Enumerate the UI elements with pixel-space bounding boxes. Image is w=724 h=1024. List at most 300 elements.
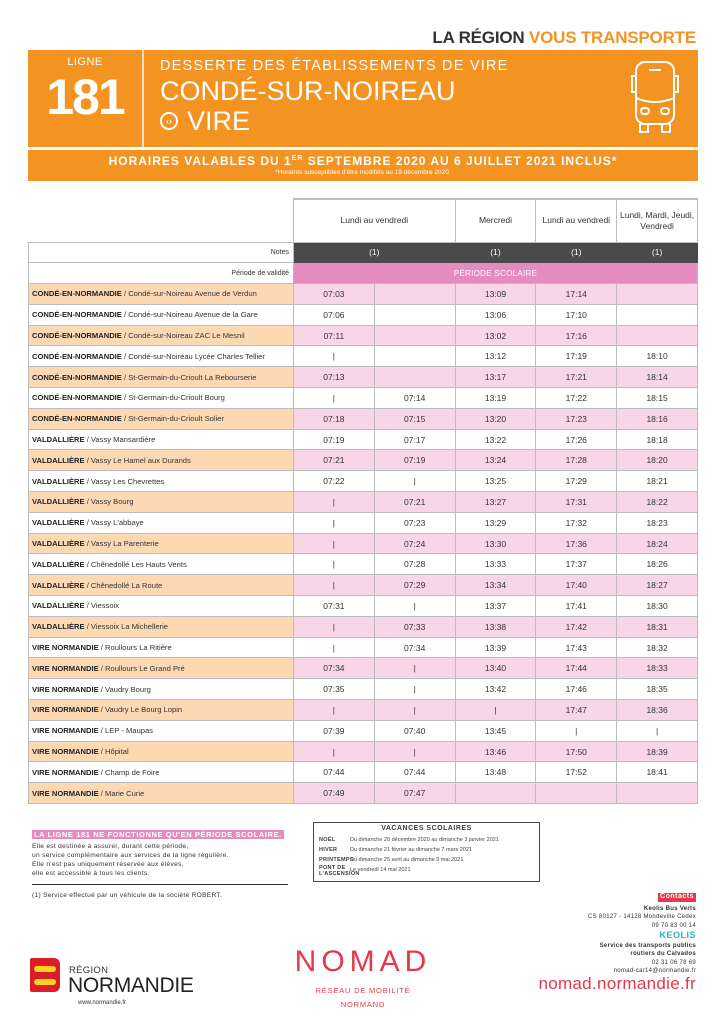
stop-name (29, 554, 294, 575)
time-cell: 17:21 (536, 367, 617, 388)
column-header: Lundi au vendredi (536, 199, 617, 242)
table-row (29, 471, 698, 492)
region-label: RÉGION (69, 965, 109, 976)
time-cell: 13:06 (455, 304, 536, 325)
time-cell: 18:10 (617, 346, 698, 367)
time-cell: 07:34 (294, 658, 375, 679)
time-cell: 18:33 (617, 658, 698, 679)
time-cell: 13:39 (455, 637, 536, 658)
region-normandie-logo (30, 955, 200, 1010)
table-row (29, 575, 698, 596)
time-cell: 18:35 (617, 679, 698, 700)
stop-commune: CONDÉ-EN-NORMANDIE (32, 289, 122, 299)
stop-label: / Hôpital (98, 747, 129, 757)
time-cell: 18:16 (617, 408, 698, 429)
time-cell: 17:46 (536, 679, 617, 700)
contact-email[interactable]: nomad-car14@normandie.fr (613, 968, 696, 974)
table-row (29, 616, 698, 637)
time-cell: 13:45 (455, 720, 536, 741)
holiday-name: PRINTEMPS (319, 857, 354, 863)
stop-name (29, 450, 294, 471)
stop-label: / St-Germain-du-Crioult La Rebourserie (121, 372, 257, 382)
route-origin: CONDÉ-SUR-NOIREAU (160, 76, 456, 106)
time-cell: 07:21 (294, 450, 375, 471)
time-cell: 07:14 (374, 388, 455, 409)
time-cell: 13:17 (455, 367, 536, 388)
region-url[interactable]: www.normandie.fr (78, 1000, 127, 1006)
time-cell: | (294, 346, 375, 367)
time-cell: 07:33 (374, 616, 455, 637)
holiday-name: PONT DE L'ASCENSION (319, 865, 360, 877)
stop-name (29, 741, 294, 762)
time-cell: 17:26 (536, 429, 617, 450)
table-row (29, 325, 698, 346)
time-cell: 17:43 (536, 637, 617, 658)
table-row (29, 492, 698, 513)
stop-name (29, 388, 294, 409)
time-cell: 07:29 (374, 575, 455, 596)
time-cell: 07:21 (374, 492, 455, 513)
period-row (29, 263, 698, 284)
time-cell (374, 325, 455, 346)
time-cell (617, 325, 698, 346)
time-cell: 17:42 (536, 616, 617, 637)
notice-line: Elle est destinée à assurer, durant cette période, (32, 843, 189, 850)
stop-label: / Vassy La Parenterie (84, 539, 159, 549)
stop-commune: VIRE NORMANDIE (32, 663, 99, 673)
time-cell: | (294, 533, 375, 554)
note-cell: (1) (536, 242, 617, 263)
stop-commune: VALDALLIÈRE (32, 580, 85, 590)
time-cell: | (374, 596, 455, 617)
time-cell: 13:42 (455, 679, 536, 700)
time-cell: | (294, 512, 375, 533)
stop-name (29, 325, 294, 346)
time-cell: 17:50 (536, 741, 617, 762)
time-cell: 07:44 (294, 762, 375, 783)
table-row (29, 429, 698, 450)
note-cell: (1) (617, 242, 698, 263)
time-cell: 18:36 (617, 700, 698, 721)
time-cell: 13:02 (455, 325, 536, 346)
time-cell: | (374, 741, 455, 762)
bidirectional-arrow-icon: ‹› (160, 112, 178, 130)
service-line1: Service des transports publics (599, 942, 696, 949)
holiday-row (319, 835, 534, 845)
time-cell: 13:20 (455, 408, 536, 429)
time-cell: 17:40 (536, 575, 617, 596)
stop-label: / LEP - Maupas (98, 726, 153, 736)
time-cell: 07:44 (374, 762, 455, 783)
keolis-logo: KEOLIS (659, 930, 696, 940)
stop-name (29, 700, 294, 721)
holiday-dates: Du dimanche 20 décembre 2020 au dimanche 3 janvier 2021 (350, 837, 499, 843)
time-cell: | (294, 700, 375, 721)
stop-name (29, 596, 294, 617)
stop-name (29, 658, 294, 679)
time-cell: 18:22 (617, 492, 698, 513)
normandy-lions-flag-icon (30, 958, 60, 992)
stop-name (29, 512, 294, 533)
holidays-title: VACANCES SCOLAIRES (381, 825, 472, 832)
validity-banner (28, 150, 698, 181)
stop-commune: VALDALLIÈRE (32, 476, 85, 486)
time-cell (455, 783, 536, 804)
stop-label: / Vaudry Bourg (98, 684, 151, 694)
time-cell: 13:37 (455, 596, 536, 617)
notes-row (29, 242, 698, 263)
time-cell: 18:15 (617, 388, 698, 409)
time-cell: 18:20 (617, 450, 698, 471)
time-cell (617, 284, 698, 305)
time-cell: 07:13 (294, 367, 375, 388)
time-cell: 17:41 (536, 596, 617, 617)
time-cell: 18:24 (617, 533, 698, 554)
time-cell: 18:23 (617, 512, 698, 533)
stop-commune: CONDÉ-EN-NORMANDIE (32, 372, 122, 382)
contacts-label: Contacts (660, 893, 694, 900)
stop-label: / Vassy Mansardière (84, 435, 156, 445)
stop-commune: VIRE NORMANDIE (32, 726, 99, 736)
table-row (29, 637, 698, 658)
route-titles (160, 58, 508, 136)
tagline (432, 28, 696, 48)
time-cell: 17:19 (536, 346, 617, 367)
stop-name (29, 637, 294, 658)
time-cell: | (294, 388, 375, 409)
school-period-notice (32, 824, 288, 900)
stop-name (29, 533, 294, 554)
time-cell: 17:44 (536, 658, 617, 679)
stop-name (29, 367, 294, 388)
time-cell: 07:15 (374, 408, 455, 429)
time-cell: 07:18 (294, 408, 375, 429)
time-cell: 13:33 (455, 554, 536, 575)
table-row (29, 679, 698, 700)
notice-line: un service complémentaire aux services de la ligne régulière. (32, 852, 229, 859)
holiday-dates: Du dimanche 21 février au dimanche 7 mars 2021 (350, 847, 472, 853)
time-cell: 17:23 (536, 408, 617, 429)
stop-name (29, 429, 294, 450)
time-cell: 13:27 (455, 492, 536, 513)
time-cell: 13:46 (455, 741, 536, 762)
tagline-prefix: LA RÉGION (432, 28, 529, 47)
time-cell: 07:39 (294, 720, 375, 741)
table-row (29, 783, 698, 804)
stop-commune: VALDALLIÈRE (32, 435, 85, 445)
time-cell: | (617, 720, 698, 741)
time-cell: 18:26 (617, 554, 698, 575)
nomad-logo (283, 944, 443, 1022)
stop-label: / Vassy L'abbaye (84, 518, 144, 528)
stop-name (29, 492, 294, 513)
time-cell: 13:24 (455, 450, 536, 471)
time-cell: 13:12 (455, 346, 536, 367)
validity-period (28, 154, 698, 168)
holiday-row (319, 865, 534, 877)
region-name: NORMANDIE (68, 974, 194, 997)
time-cell: 18:39 (617, 741, 698, 762)
timetable (28, 198, 698, 804)
service-line2: routiers du Calvados (630, 951, 696, 957)
time-cell: 17:16 (536, 325, 617, 346)
stop-commune: VALDALLIÈRE (32, 622, 85, 632)
route-subtitle: DESSERTE DES ÉTABLISSEMENTS DE VIRE (160, 58, 509, 74)
holiday-dates: Le vendredi 14 mai 2021 (350, 867, 411, 873)
stop-label: / Condé-sur-Noireau Lycée Charles Tellier (121, 351, 265, 361)
stop-label: / Vassy Le Hamel aux Durands (84, 455, 191, 465)
school-holidays-box (313, 822, 540, 882)
time-cell: 07:17 (374, 429, 455, 450)
nomad-wordmark: NOMAD (294, 945, 432, 978)
period-label: Période de validité (29, 263, 294, 284)
line-label: LIGNE (67, 56, 103, 68)
time-cell: 13:38 (455, 616, 536, 637)
stop-commune: VALDALLIÈRE (32, 539, 85, 549)
time-cell: 13:29 (455, 512, 536, 533)
validity-note: *Horaires susceptibles d'être modifiés au 19 décembre 2020. (275, 169, 451, 176)
time-cell: 18:14 (617, 367, 698, 388)
time-cell: | (374, 471, 455, 492)
table-row (29, 762, 698, 783)
validity-text-start: HORAIRES VALABLES DU 1 (108, 154, 292, 168)
contacts-block (588, 893, 696, 976)
time-cell: 13:40 (455, 658, 536, 679)
time-cell: 17:52 (536, 762, 617, 783)
time-cell: 07:03 (294, 284, 375, 305)
table-row (29, 512, 698, 533)
time-cell (536, 783, 617, 804)
table-row (29, 658, 698, 679)
time-cell (374, 346, 455, 367)
operator-name: Keolis Bus Verts (643, 905, 696, 912)
stop-name (29, 304, 294, 325)
holiday-dates: Du dimanche 25 avril au dimanche 9 mai 2021 (350, 857, 464, 863)
time-cell: 07:28 (374, 554, 455, 575)
stop-label: / Chênedollé La Route (84, 580, 163, 590)
nomad-tagline: RÉSEAU DE MOBILITÉ (315, 986, 411, 995)
stop-commune: CONDÉ-EN-NORMANDIE (32, 331, 122, 341)
time-cell: 17:14 (536, 284, 617, 305)
time-cell: | (294, 575, 375, 596)
stop-commune: VIRE NORMANDIE (32, 643, 99, 653)
operator-phone[interactable]: 09 70 83 00 14 (651, 922, 696, 929)
stop-commune: CONDÉ-EN-NORMANDIE (32, 414, 122, 424)
column-header: Lundi au vendredi (294, 199, 456, 242)
time-cell: 18:41 (617, 762, 698, 783)
table-row (29, 533, 698, 554)
line-number-box (28, 50, 144, 147)
time-cell: 18:18 (617, 429, 698, 450)
timetable-body (29, 284, 698, 804)
time-cell: | (294, 616, 375, 637)
table-row (29, 450, 698, 471)
stop-name (29, 616, 294, 637)
table-row (29, 346, 698, 367)
time-cell: 13:25 (455, 471, 536, 492)
stop-label: / St-Germain-du-Crioult Solier (121, 414, 224, 424)
table-row (29, 284, 698, 305)
stop-commune: VALDALLIÈRE (32, 518, 85, 528)
stop-label: / Vaudry Le Bourg Lopin (98, 705, 183, 715)
time-cell: 18:31 (617, 616, 698, 637)
stop-commune: VALDALLIÈRE (32, 601, 85, 611)
route-destination-row (160, 106, 508, 136)
stop-commune: VIRE NORMANDIE (32, 788, 99, 798)
period-value: PÉRIODE SCOLAIRE (294, 263, 698, 284)
validity-sup: ER (291, 155, 304, 162)
stop-name (29, 762, 294, 783)
table-row (29, 304, 698, 325)
stop-label: / Chênedollé Les Hauts Vents (84, 559, 187, 569)
time-cell: 18:21 (617, 471, 698, 492)
time-cell: 07:35 (294, 679, 375, 700)
timetable-header-row (29, 199, 698, 242)
stop-label: / Roullours La Ritière (98, 643, 172, 653)
time-cell: 07:06 (294, 304, 375, 325)
stop-commune: VIRE NORMANDIE (32, 747, 99, 757)
time-cell: | (294, 741, 375, 762)
note-cell: (1) (294, 242, 456, 263)
table-row (29, 741, 698, 762)
line-banner (28, 50, 698, 147)
stop-commune: VIRE NORMANDIE (32, 684, 99, 694)
operator-address: CS 80127 - 14128 Mondeville Cedex (588, 914, 696, 920)
time-cell (374, 367, 455, 388)
stop-label: / Vassy Les Chevrettes (84, 476, 165, 486)
stop-label: / Viessoix La Michellerie (84, 622, 169, 632)
time-cell: 07:31 (294, 596, 375, 617)
time-cell: 07:23 (374, 512, 455, 533)
time-cell (617, 304, 698, 325)
time-cell: 17:32 (536, 512, 617, 533)
time-cell: 17:47 (536, 700, 617, 721)
time-cell: 17:37 (536, 554, 617, 575)
time-cell: 07:49 (294, 783, 375, 804)
route-destination: VIRE (187, 106, 251, 136)
stop-label: / Champ de Foire (98, 767, 160, 777)
time-cell: 07:24 (374, 533, 455, 554)
nomad-tagline-2: NORMAND (340, 1000, 386, 1009)
stop-label: / Roullours Le Grand Pré (98, 663, 185, 673)
stop-label: / St-Germain-du-Crioult Bourg (121, 393, 225, 403)
stop-label: / Viessoix (84, 601, 120, 611)
time-cell: 17:28 (536, 450, 617, 471)
stop-commune: VIRE NORMANDIE (32, 767, 99, 777)
time-cell: 13:22 (455, 429, 536, 450)
stop-name (29, 408, 294, 429)
notice-line: elle est accessible à tous les clients. (32, 870, 150, 877)
time-cell: 13:34 (455, 575, 536, 596)
time-cell: 13:48 (455, 762, 536, 783)
stop-commune: VALDALLIÈRE (32, 455, 85, 465)
time-cell: 17:31 (536, 492, 617, 513)
holiday-row (319, 855, 534, 865)
stop-commune: CONDÉ-EN-NORMANDIE (32, 310, 122, 320)
time-cell: 13:19 (455, 388, 536, 409)
time-cell (617, 783, 698, 804)
stop-name (29, 720, 294, 741)
stop-name (29, 679, 294, 700)
time-cell: | (294, 492, 375, 513)
column-header: Mercredi (455, 199, 536, 242)
stop-name (29, 575, 294, 596)
stop-label: / Condé-sur-Noireau ZAC Le Mesnil (121, 331, 245, 341)
stop-commune: CONDÉ-EN-NORMANDIE (32, 393, 122, 403)
time-cell: 13:30 (455, 533, 536, 554)
header-blank (29, 199, 294, 242)
time-cell: 07:19 (374, 450, 455, 471)
stop-label: / Condé-sur-Noireau Avenue de la Gare (121, 310, 258, 320)
time-cell: 17:36 (536, 533, 617, 554)
table-row (29, 720, 698, 741)
notes-label: Notes (29, 242, 294, 263)
time-cell: | (455, 700, 536, 721)
time-cell: 07:19 (294, 429, 375, 450)
table-row (29, 367, 698, 388)
time-cell (374, 284, 455, 305)
time-cell: 07:11 (294, 325, 375, 346)
table-row (29, 388, 698, 409)
holiday-row (319, 845, 534, 855)
time-cell: 17:10 (536, 304, 617, 325)
stop-label: / Condé-sur-Noireau Avenue de Verdun (121, 289, 257, 299)
time-cell: 18:32 (617, 637, 698, 658)
time-cell: 07:40 (374, 720, 455, 741)
service-phone[interactable]: 02 31 06 78 69 (651, 959, 696, 966)
tagline-accent: VOUS TRANSPORTE (528, 28, 696, 47)
stop-name (29, 471, 294, 492)
website-link[interactable]: nomad.normandie.fr (538, 974, 696, 993)
stop-label: / Marie Curie (98, 788, 145, 798)
time-cell: 18:30 (617, 596, 698, 617)
time-cell: 07:22 (294, 471, 375, 492)
table-row (29, 700, 698, 721)
bus-icon (630, 56, 680, 142)
holiday-name: NOËL (319, 837, 336, 843)
time-cell: | (374, 658, 455, 679)
stop-commune: VALDALLIÈRE (32, 559, 85, 569)
time-cell: | (294, 554, 375, 575)
stop-name (29, 284, 294, 305)
validity-text-end: SEPTEMBRE 2020 AU 6 JUILLET 2021 INCLUS* (303, 154, 618, 168)
holiday-name: HIVER (319, 847, 338, 853)
time-cell (374, 304, 455, 325)
table-row (29, 408, 698, 429)
time-cell: 07:47 (374, 783, 455, 804)
footnote: (1) Service effectué par un véhicule de la société ROBERT. (32, 892, 223, 899)
table-row (29, 596, 698, 617)
line-number: 181 (46, 69, 124, 125)
time-cell: | (536, 720, 617, 741)
time-cell: | (374, 700, 455, 721)
stop-commune: VALDALLIÈRE (32, 497, 85, 507)
column-header: Lundi, Mardi, Jeudi, Vendredi (617, 199, 698, 242)
notice-highlight: LA LIGNE 181 NE FONCTIONNE QU'EN PÉRIODE SCOLAIRE. (34, 830, 282, 839)
notice-divider (32, 884, 288, 885)
time-cell: 13:09 (455, 284, 536, 305)
stop-commune: CONDÉ-EN-NORMANDIE (32, 351, 122, 361)
table-row (29, 554, 698, 575)
time-cell: | (294, 637, 375, 658)
time-cell: 17:29 (536, 471, 617, 492)
time-cell: 17:22 (536, 388, 617, 409)
stop-label: / Vassy Bourg (84, 497, 134, 507)
time-cell: | (374, 679, 455, 700)
time-cell: 18:27 (617, 575, 698, 596)
notice-line: Elle n'est pas uniquement réservée aux élèves, (32, 861, 184, 868)
stop-name (29, 346, 294, 367)
